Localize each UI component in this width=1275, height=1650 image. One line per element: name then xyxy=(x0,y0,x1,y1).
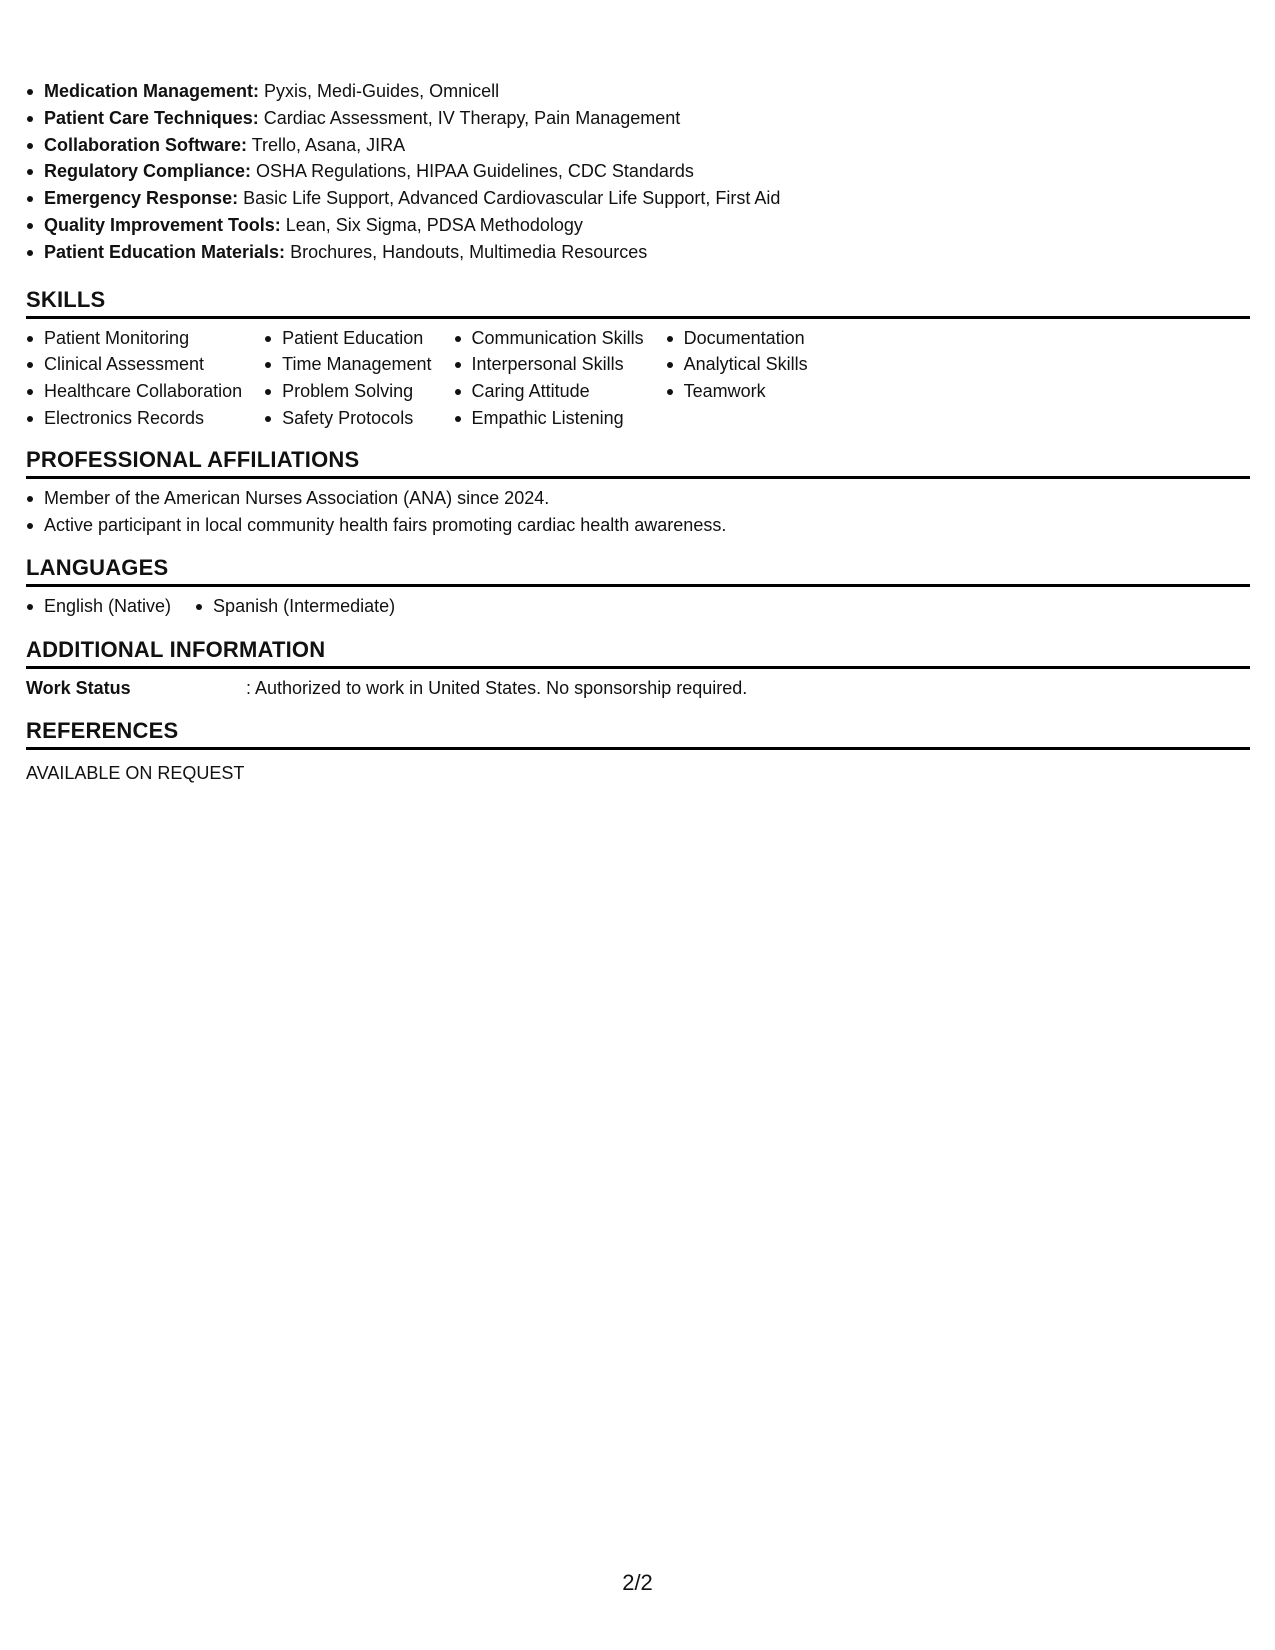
work-status-label: Work Status xyxy=(26,678,131,699)
references-text: AVAILABLE ON REQUEST xyxy=(26,763,245,784)
skills-column-3 xyxy=(454,325,644,432)
page-number: 2/2 xyxy=(622,1570,653,1595)
section-title-references: REFERENCES xyxy=(26,717,1250,750)
skill-item: Clinical Assessment xyxy=(26,351,242,378)
work-status-value: : Authorized to work in United States. No sponsorship required. xyxy=(246,678,748,699)
tools-list xyxy=(26,78,1250,266)
list-item: English (Native) xyxy=(26,593,171,620)
skill-item: Empathic Listening xyxy=(454,405,644,432)
references-section xyxy=(26,717,1250,786)
skill-item: Analytical Skills xyxy=(666,351,808,378)
skills-grid xyxy=(26,319,1250,432)
list-item: Medication Management: Pyxis, Medi-Guides, Omnicell xyxy=(26,78,1250,105)
list-item: Spanish (Intermediate) xyxy=(195,593,395,620)
languages-section xyxy=(26,554,1250,620)
skill-item: Patient Monitoring xyxy=(26,325,242,352)
section-title-skills: SKILLS xyxy=(26,286,1250,319)
skill-item: Documentation xyxy=(666,325,808,352)
section-title-additional-info: ADDITIONAL INFORMATION xyxy=(26,636,1250,669)
work-status-row xyxy=(26,669,1250,701)
list-item: Active participant in local community health fairs promoting cardiac health awareness. xyxy=(26,512,1250,539)
skill-item: Communication Skills xyxy=(454,325,644,352)
resume-page xyxy=(26,78,1250,786)
skill-item: Interpersonal Skills xyxy=(454,351,644,378)
affiliations-list xyxy=(26,479,1250,539)
section-title-languages: LANGUAGES xyxy=(26,554,1250,587)
languages-list xyxy=(26,587,1250,620)
affiliations-section xyxy=(26,446,1250,539)
skills-column-2 xyxy=(264,325,431,432)
list-item: Quality Improvement Tools: Lean, Six Sigma, PDSA Methodology xyxy=(26,212,1250,239)
skills-column-1 xyxy=(26,325,242,432)
skill-item: Patient Education xyxy=(264,325,431,352)
skill-item: Teamwork xyxy=(666,378,808,405)
additional-info-section xyxy=(26,636,1250,701)
section-title-affiliations: PROFESSIONAL AFFILIATIONS xyxy=(26,446,1250,479)
list-item: Member of the American Nurses Association (ANA) since 2024. xyxy=(26,485,1250,512)
skill-item: Caring Attitude xyxy=(454,378,644,405)
skill-item: Safety Protocols xyxy=(264,405,431,432)
list-item: Emergency Response: Basic Life Support, Advanced Cardiovascular Life Support, First Aid xyxy=(26,185,1250,212)
list-item: Regulatory Compliance: OSHA Regulations, HIPAA Guidelines, CDC Standards xyxy=(26,158,1250,185)
skill-item: Time Management xyxy=(264,351,431,378)
skill-item: Healthcare Collaboration xyxy=(26,378,242,405)
skill-item: Problem Solving xyxy=(264,378,431,405)
list-item: Collaboration Software: Trello, Asana, JIRA xyxy=(26,132,1250,159)
list-item: Patient Education Materials: Brochures, Handouts, Multimedia Resources xyxy=(26,239,1250,266)
list-item: Patient Care Techniques: Cardiac Assessment, IV Therapy, Pain Management xyxy=(26,105,1250,132)
skills-column-4 xyxy=(666,325,808,432)
skill-item: Electronics Records xyxy=(26,405,242,432)
skills-section xyxy=(26,286,1250,432)
